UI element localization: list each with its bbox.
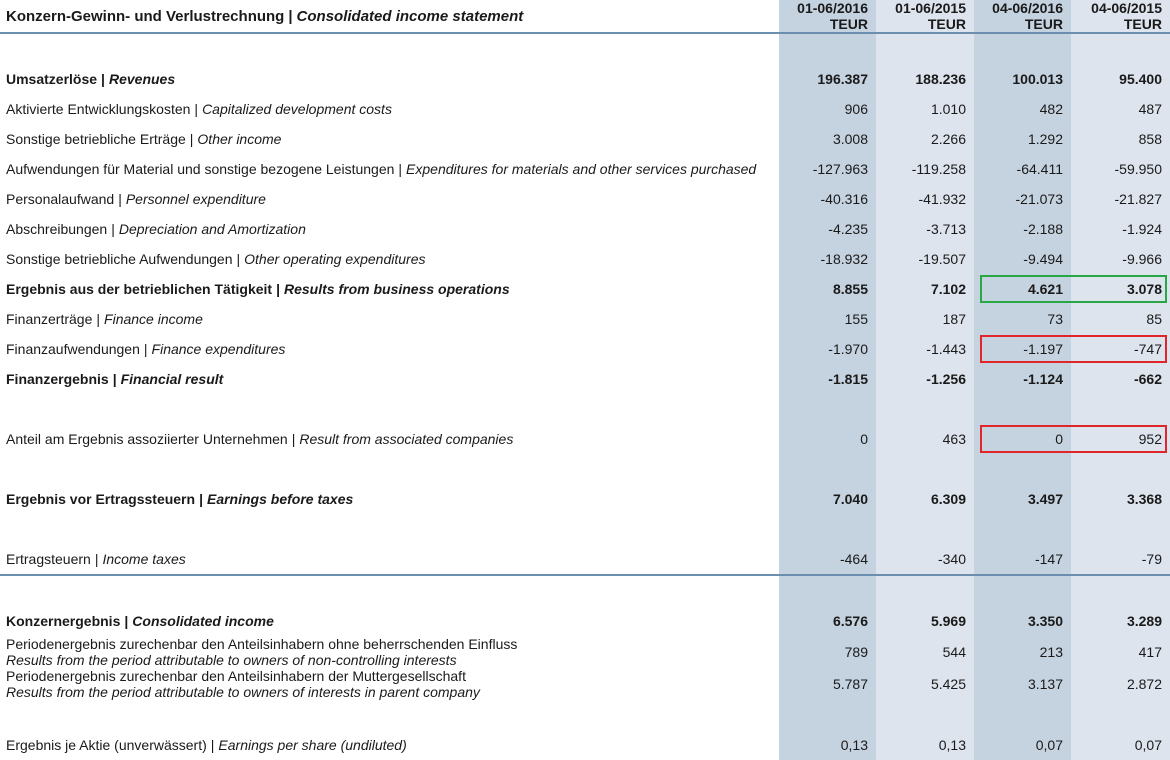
table-row	[0, 606, 1170, 636]
cell-value: -79	[1071, 544, 1170, 575]
row-label: Ergebnis aus der betrieblichen Tätigkeit | Results from business operations	[0, 274, 779, 304]
cell-value: 3.289	[1126, 613, 1162, 629]
cell-value: 5.787	[832, 676, 868, 692]
row-label: Konzernergebnis | Consolidated income	[0, 606, 779, 636]
cell-value: 3.497	[1027, 491, 1063, 507]
cell-value: -40.316	[820, 191, 868, 207]
column-header: 01-06/2016 TEUR	[779, 0, 876, 33]
cell-value: 482	[1039, 101, 1063, 117]
cell-value: -127.963	[812, 161, 868, 177]
cell-value: 7.102	[930, 281, 966, 297]
cell-value: 0,13	[938, 737, 966, 753]
spacer-row	[0, 575, 1170, 606]
table-row	[0, 94, 1170, 124]
cell-value: -662	[1133, 371, 1162, 387]
cell-value: -464	[779, 544, 876, 575]
row-label: Finanzaufwendungen | Finance expenditures	[0, 334, 779, 364]
cell-value: -21.073	[1015, 191, 1063, 207]
table-row	[0, 334, 1170, 364]
cell-value: 85	[1146, 311, 1162, 327]
cell-value: 73	[1047, 311, 1063, 327]
cell-value: 8.855	[832, 281, 868, 297]
cell-value: 858	[1138, 131, 1162, 147]
header-row	[0, 0, 1170, 33]
cell-value: 213	[1039, 644, 1063, 660]
cell-value: -1.124	[1023, 371, 1063, 387]
table-row	[0, 636, 1170, 668]
row-label: Periodenergebnis zurechenbar den Anteilsinhabern der Muttergesellschaft Results from the period attributable to owners of interests in parent company	[0, 668, 779, 700]
title-de: Konzern-Gewinn- und Verlustrechnung	[6, 7, 285, 25]
table-row	[0, 424, 1170, 454]
cell-value: 0,07	[1134, 737, 1162, 753]
cell-value: -9.494	[1023, 251, 1063, 267]
table-row	[0, 214, 1170, 244]
spacer-row	[0, 454, 1170, 484]
cell-value: 2.872	[1126, 676, 1162, 692]
title-en: Consolidated income statement	[296, 7, 524, 25]
table-row	[0, 184, 1170, 214]
column-header: 04-06/2015 TEUR	[1071, 0, 1170, 33]
table-row	[0, 244, 1170, 274]
cell-value: -18.932	[820, 251, 868, 267]
row-label: Ergebnis vor Ertragssteuern | Earnings before taxes	[0, 484, 779, 514]
row-label: Anteil am Ergebnis assoziierter Unternehmen | Result from associated companies	[0, 424, 779, 454]
table-row	[0, 484, 1170, 514]
table-row	[0, 544, 1170, 575]
cell-value: 3.350	[1027, 613, 1063, 629]
cell-value: 1.292	[1027, 131, 1063, 147]
cell-value: 6.576	[832, 613, 868, 629]
table-row	[0, 668, 1170, 700]
cell-value: 487	[1138, 101, 1162, 117]
row-label: Aktivierte Entwicklungskosten | Capitalized development costs	[0, 94, 779, 124]
cell-value: -1.924	[1122, 221, 1162, 237]
spacer-row	[0, 514, 1170, 544]
cell-value: 417	[1138, 644, 1162, 660]
cell-value: 5.425	[930, 676, 966, 692]
cell-value: 6.309	[930, 491, 966, 507]
table-row	[0, 154, 1170, 184]
cell-value: 7.040	[832, 491, 868, 507]
cell-value: 3.078	[1126, 281, 1162, 297]
statement-title	[0, 0, 779, 33]
cell-value: 3.368	[1126, 491, 1162, 507]
table-row	[0, 304, 1170, 334]
cell-value: 789	[844, 644, 868, 660]
column-header: 04-06/2016 TEUR	[974, 0, 1071, 33]
row-label: Abschreibungen | Depreciation and Amortization	[0, 214, 779, 244]
row-label: Personalaufwand | Personnel expenditure	[0, 184, 779, 214]
row-label: Sonstige betriebliche Aufwendungen | Other operating expenditures	[0, 244, 779, 274]
table-row	[0, 124, 1170, 154]
table-row	[0, 364, 1170, 394]
cell-value: -2.188	[1023, 221, 1063, 237]
row-label: Ertragsteuern | Income taxes	[0, 544, 779, 575]
row-label: Finanzerträge | Finance income	[0, 304, 779, 334]
table-row	[0, 730, 1170, 760]
cell-value: 3.008	[832, 131, 868, 147]
cell-value: -340	[876, 544, 974, 575]
cell-value: -3.713	[926, 221, 966, 237]
cell-value: 2.266	[930, 131, 966, 147]
cell-value: -1.256	[926, 371, 966, 387]
cell-value: 544	[942, 644, 966, 660]
cell-value: 0,13	[840, 737, 868, 753]
spacer-row	[0, 394, 1170, 424]
spacer-row	[0, 33, 1170, 64]
cell-value: -1.197	[1023, 341, 1063, 357]
cell-value: 155	[844, 311, 868, 327]
cell-value: 463	[942, 431, 966, 447]
cell-value: 952	[1138, 431, 1162, 447]
row-label: Aufwendungen für Material und sonstige bezogene Leistungen | Expenditures for materials and other services purchased	[0, 154, 779, 184]
table-row	[0, 274, 1170, 304]
title-separator: |	[288, 7, 293, 25]
column-header: 01-06/2015 TEUR	[876, 0, 974, 33]
cell-value: -747	[1133, 341, 1162, 357]
row-label: Sonstige betriebliche Erträge | Other income	[0, 124, 779, 154]
cell-value: 1.010	[930, 101, 966, 117]
cell-value: -59.950	[1114, 161, 1162, 177]
table-row	[0, 64, 1170, 94]
cell-value: -4.235	[828, 221, 868, 237]
cell-value: 188.236	[915, 71, 966, 87]
spacer-row	[0, 700, 1170, 730]
cell-value: -1.815	[828, 371, 868, 387]
cell-value: 3.137	[1027, 676, 1063, 692]
cell-value: 5.969	[930, 613, 966, 629]
cell-value: -119.258	[911, 161, 966, 177]
cell-value: -21.827	[1114, 191, 1162, 207]
cell-value: -1.970	[828, 341, 868, 357]
cell-value: 0	[860, 431, 868, 447]
cell-value: 4.621	[1027, 281, 1063, 297]
cell-value: -9.966	[1122, 251, 1162, 267]
cell-value: -1.443	[926, 341, 966, 357]
cell-value: 906	[844, 101, 868, 117]
cell-value: 95.400	[1119, 71, 1162, 87]
cell-value: -64.411	[1016, 161, 1063, 177]
row-label: Umsatzerlöse | Revenues	[0, 64, 779, 94]
cell-value: 187	[942, 311, 966, 327]
cell-value: -147	[974, 544, 1071, 575]
row-label: Finanzergebnis | Financial result	[0, 364, 779, 394]
cell-value: -41.932	[918, 191, 966, 207]
cell-value: 0	[1055, 431, 1063, 447]
row-label: Ergebnis je Aktie (unverwässert) | Earnings per share (undiluted)	[0, 730, 779, 760]
cell-value: 100.013	[1012, 71, 1063, 87]
cell-value: -19.507	[918, 251, 966, 267]
cell-value: 196.387	[817, 71, 868, 87]
cell-value: 0,07	[1035, 737, 1063, 753]
row-label: Periodenergebnis zurechenbar den Anteilsinhabern ohne beherrschenden Einfluss Results from the period attributable to owners of non-controlling interests	[0, 636, 779, 668]
